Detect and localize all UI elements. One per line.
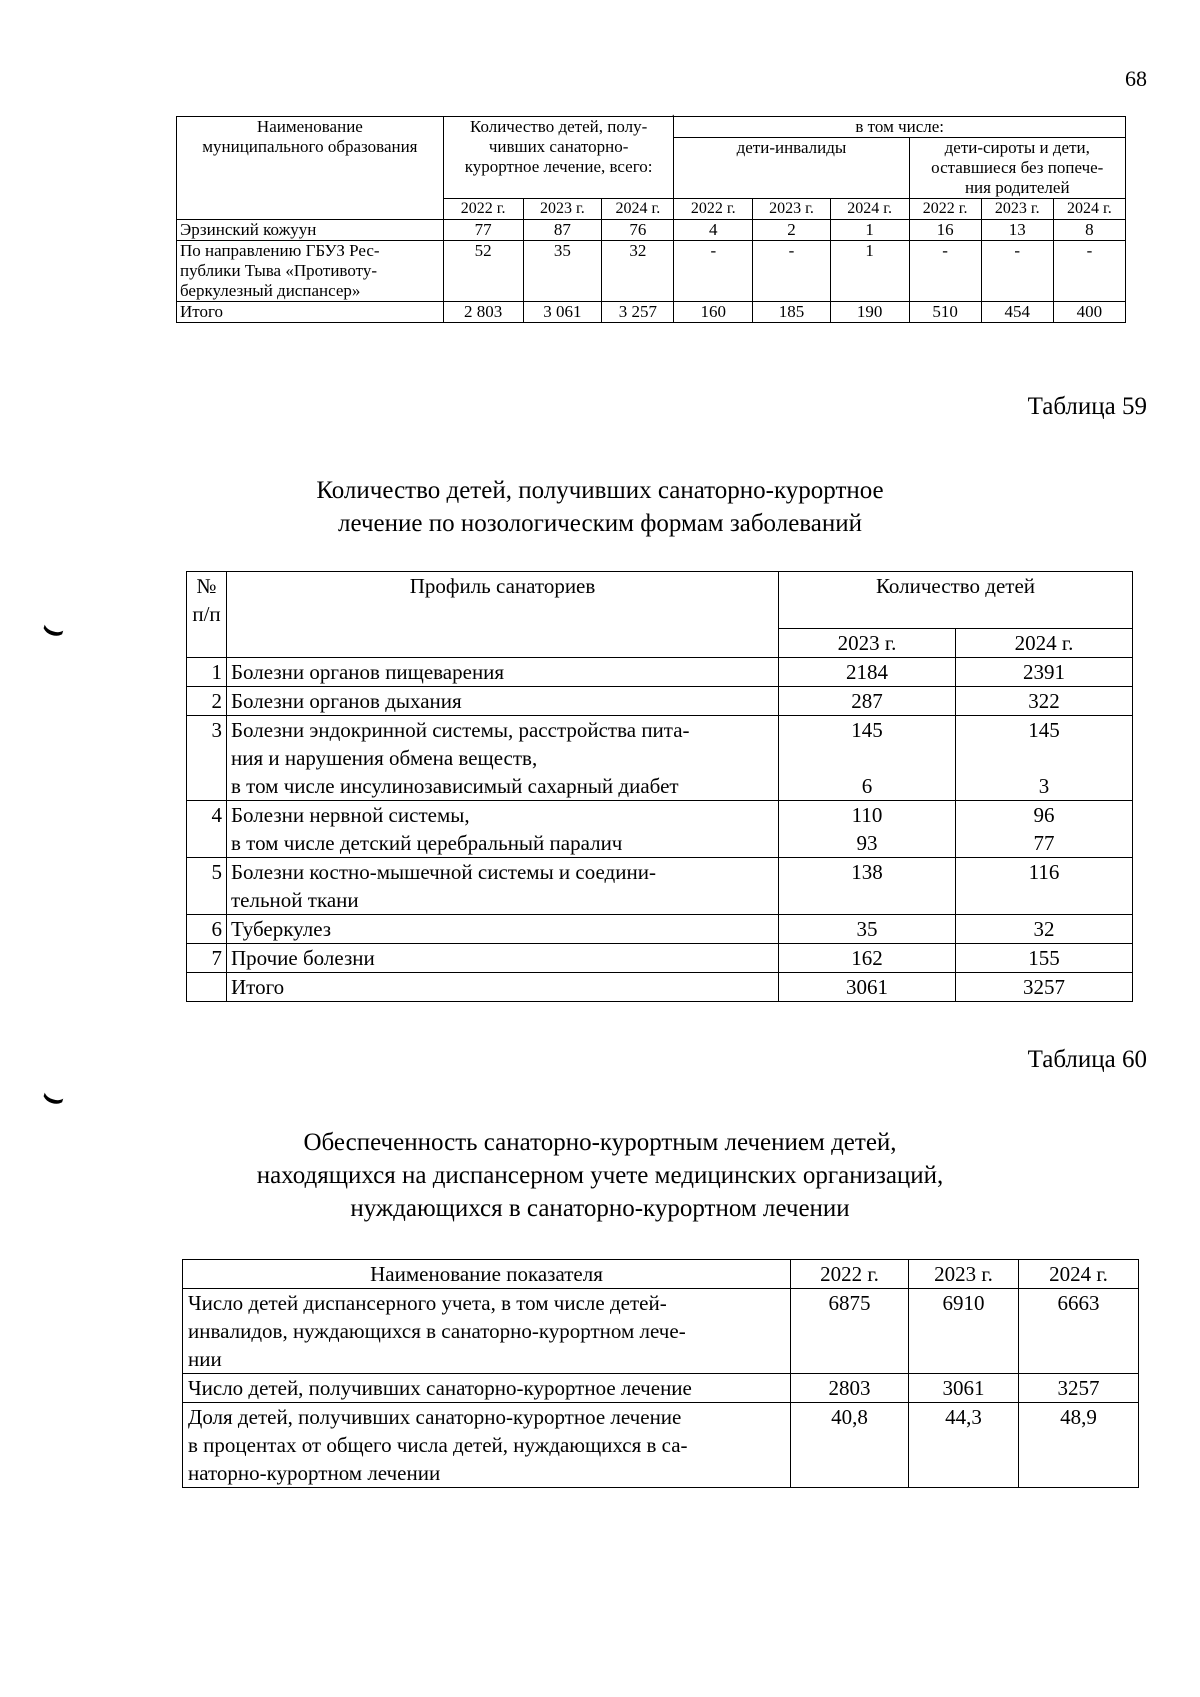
row-name: Число детей, получивших санаторно-курортное лечение: [183, 1374, 791, 1403]
cell: 1: [830, 220, 909, 241]
cell: 510: [909, 302, 981, 323]
handwritten-check-mark-icon: ⌣: [36, 608, 70, 651]
table-59-title: Количество детей, получивших санаторно-курортное лечение по нозологическим формам заболеваний: [316, 477, 884, 537]
row-number: 1: [187, 658, 227, 687]
cell: 6875: [791, 1289, 909, 1374]
cell: 35: [779, 915, 956, 944]
row-name: Прочие болезни: [227, 944, 779, 973]
table-row: [187, 915, 1133, 944]
row-number: 3: [187, 716, 227, 801]
cell: 35: [523, 241, 602, 302]
cell: 52: [443, 241, 523, 302]
cell: 4: [674, 220, 753, 241]
cell: 162: [779, 944, 956, 973]
cell: 2391: [956, 658, 1133, 687]
table-row: [187, 801, 1133, 858]
cell: 3257: [956, 973, 1133, 1002]
row-name: Болезни нервной системы, в том числе детский церебральный паралич: [227, 801, 779, 858]
table-59: [186, 571, 1133, 1002]
header-including: в том числе:: [674, 117, 1126, 138]
header-indicator: Наименование показателя: [183, 1260, 791, 1289]
cell: 87: [523, 220, 602, 241]
cell: 3257: [1019, 1374, 1139, 1403]
year-cell: 2024 г.: [830, 199, 909, 220]
cell: 16: [909, 220, 981, 241]
cell: 1: [830, 241, 909, 302]
table-row: [187, 944, 1133, 973]
table-row: [183, 1374, 1139, 1403]
cell: 40,8: [791, 1403, 909, 1488]
year-cell: 2022 г.: [909, 199, 981, 220]
year-cell: 2023 г.: [523, 199, 602, 220]
cell: 454: [981, 302, 1053, 323]
cell: -: [674, 241, 753, 302]
header-disabled: дети-инвалиды: [674, 138, 909, 199]
table-row: [183, 1403, 1139, 1488]
table-59-caption: Таблица 59: [1027, 393, 1147, 420]
cell: -: [909, 241, 981, 302]
table-row: [183, 1289, 1139, 1374]
table-60: [182, 1259, 1139, 1488]
year-cell: 2023 г.: [981, 199, 1053, 220]
row-name: Болезни эндокринной системы, расстройства пита- ния и нарушения обмена веществ, в том числе инсулинозависимый сахарный диабет: [227, 716, 779, 801]
row-number: 5: [187, 858, 227, 915]
row-name: Число детей диспансерного учета, в том числе детей- инвалидов, нуждающихся в санаторно-курортном лече- нии: [183, 1289, 791, 1374]
cell: 32: [602, 241, 674, 302]
cell: 76: [602, 220, 674, 241]
row-number: [187, 973, 227, 1002]
header-count: Количество детей: [779, 572, 1133, 629]
cell: 185: [753, 302, 831, 323]
year-cell: 2022 г.: [674, 199, 753, 220]
cell: 77: [443, 220, 523, 241]
cell: 6910: [909, 1289, 1019, 1374]
cell: 155: [956, 944, 1133, 973]
cell: 2803: [791, 1374, 909, 1403]
cell: 3061: [779, 973, 956, 1002]
cell: 6663: [1019, 1289, 1139, 1374]
header-number: № п/п: [187, 572, 227, 658]
cell: 138: [779, 858, 956, 915]
cell: -: [1053, 241, 1125, 302]
cell: 110 93: [779, 801, 956, 858]
row-number: 7: [187, 944, 227, 973]
header-year-2024: 2024 г.: [1019, 1260, 1139, 1289]
cell: 3 061: [523, 302, 602, 323]
row-name: Итого: [177, 302, 444, 323]
table-continuation: [176, 116, 1126, 323]
cell: 2: [753, 220, 831, 241]
cell: 2184: [779, 658, 956, 687]
year-cell: 2022 г.: [443, 199, 523, 220]
table-row: [187, 716, 1133, 801]
table-60-caption: Таблица 60: [1027, 1046, 1147, 1073]
row-number: 2: [187, 687, 227, 716]
cell: 287: [779, 687, 956, 716]
header-year-2024: 2024 г.: [956, 629, 1133, 658]
cell: 322: [956, 687, 1133, 716]
cell: 32: [956, 915, 1133, 944]
cell: 190: [830, 302, 909, 323]
table-row-total: [187, 973, 1133, 1002]
table-60-title: Обеспеченность санаторно-курортным лечением детей, находящихся на диспансерном учете медицинских организаций, нуждающихся в санаторно-курортном лечении: [256, 1129, 944, 1222]
cell: 145 3: [956, 716, 1133, 801]
cell: 3061: [909, 1374, 1019, 1403]
table-row-total: [177, 302, 1126, 323]
table-row: [187, 858, 1133, 915]
row-name: Туберкулез: [227, 915, 779, 944]
cell: -: [753, 241, 831, 302]
row-name: Болезни органов дыхания: [227, 687, 779, 716]
header-year-2023: 2023 г.: [779, 629, 956, 658]
row-name: Доля детей, получивших санаторно-курортное лечение в процентах от общего числа детей, нуждающихся в са- наторно-курортном лечении: [183, 1403, 791, 1488]
cell: 48,9: [1019, 1403, 1139, 1488]
header-orphans: дети-сироты и дети, оставшиеся без попече- ния родителей: [909, 138, 1126, 199]
row-name: Болезни костно-мышечной системы и соедини- тельной ткани: [227, 858, 779, 915]
cell: 13: [981, 220, 1053, 241]
cell: 400: [1053, 302, 1125, 323]
header-total: Количество детей, полу- чивших санаторно- курортное лечение, всего:: [443, 117, 674, 199]
header-year-2023: 2023 г.: [909, 1260, 1019, 1289]
handwritten-check-mark-icon: ⌣: [36, 1076, 70, 1119]
row-number: 6: [187, 915, 227, 944]
page-number: 68: [1125, 66, 1147, 91]
year-cell: 2023 г.: [753, 199, 831, 220]
header-municipality: Наименование муниципального образования: [177, 117, 444, 220]
table-row: [187, 687, 1133, 716]
table-row: [187, 658, 1133, 687]
header-year-2022: 2022 г.: [791, 1260, 909, 1289]
scan-dot: .: [672, 108, 675, 119]
cell: 44,3: [909, 1403, 1019, 1488]
cell: 8: [1053, 220, 1125, 241]
cell: 160: [674, 302, 753, 323]
cell: 96 77: [956, 801, 1133, 858]
row-number: 4: [187, 801, 227, 858]
header-profile: Профиль санаториев: [227, 572, 779, 658]
cell: 145 6: [779, 716, 956, 801]
table-row: [177, 220, 1126, 241]
cell: 116: [956, 858, 1133, 915]
row-name: Болезни органов пищеварения: [227, 658, 779, 687]
row-name: По направлению ГБУЗ Рес- публики Тыва «Противоту- беркулезный диспансер»: [177, 241, 444, 302]
year-cell: 2024 г.: [602, 199, 674, 220]
row-name: Эрзинский кожуун: [177, 220, 444, 241]
cell: -: [981, 241, 1053, 302]
table-row: [177, 241, 1126, 302]
cell: 2 803: [443, 302, 523, 323]
cell: 3 257: [602, 302, 674, 323]
row-name: Итого: [227, 973, 779, 1002]
year-cell: 2024 г.: [1053, 199, 1125, 220]
